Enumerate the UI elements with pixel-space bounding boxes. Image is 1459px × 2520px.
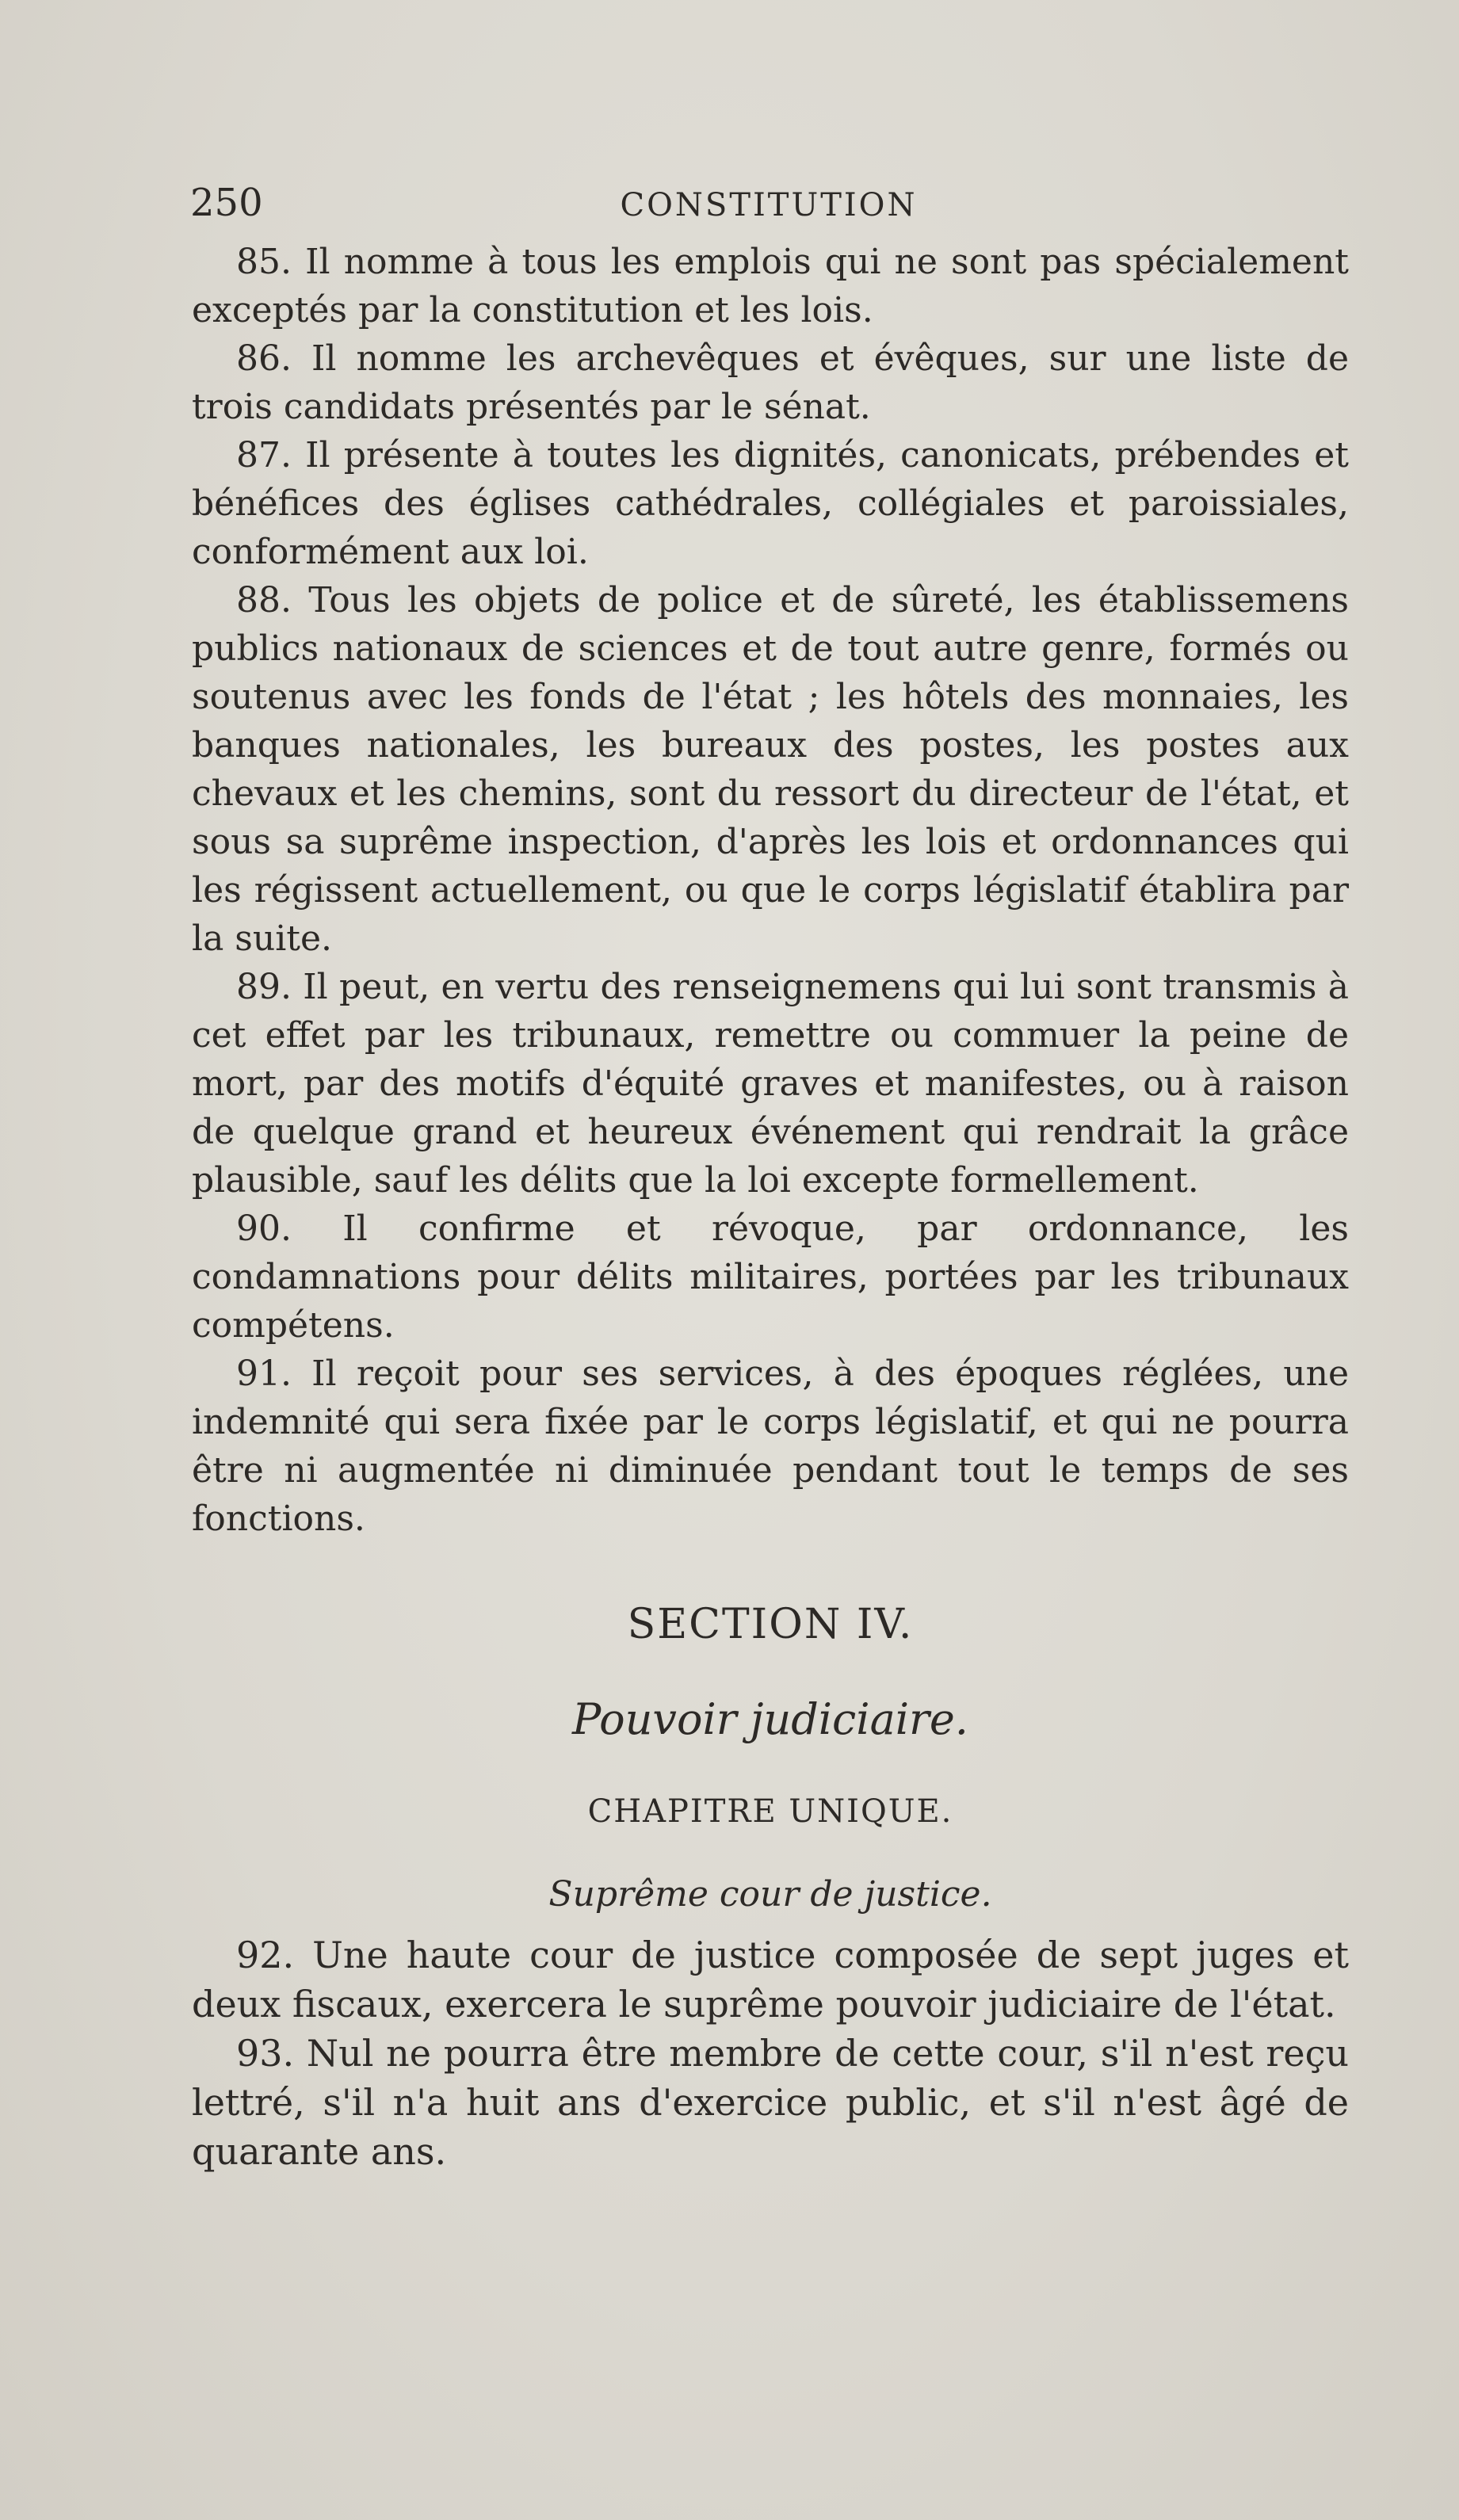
article-88: 88. Tous les objets de police et de sûreté, les établissemens publics nationaux de sciences et de tout autre genre, formés ou soutenus avec les fonds de l'état ; les hôtels des monnaies, les banques nationales, les bureaux des postes, les postes aux chevaux et les chemins, sont du ressort du directeur de l'état, et sous sa suprême inspection, d'après les lois et ordonnances qui les régissent actuellement, ou que le corps législatif établira par la suite. <box>192 580 1349 959</box>
article-89: 89. Il peut, en vertu des renseignemens qui lui sont transmis à cet effet par les tribunaux, remettre ou commuer la peine de mort, par des motifs d'équité graves et manifestes, ou à raison de quelque grand et heureux événement qui rendrait la grâce plausible, sauf les délits que la loi excepte formellement. <box>192 967 1349 1201</box>
article-86: 86. Il nomme les archevêques et évêques, sur une liste de trois candidats présentés par le sénat. <box>192 338 1349 427</box>
articles-85-91 <box>192 238 1349 1543</box>
running-head: CONSTITUTION <box>620 187 918 223</box>
chapter-title: CHAPITRE UNIQUE. <box>587 1793 953 1830</box>
article-87: 87. Il présente à toutes les dignités, canonicats, prébendes et bénéfices des églises cathédrales, collégiales et paroissiales, conformément aux loi. <box>192 435 1349 572</box>
article-92: 92. Une haute cour de justice composée de sept juges et deux fiscaux, exercera le suprême pouvoir judiciaire de l'état. <box>192 1934 1349 2026</box>
power-title: Pouvoir judiciaire. <box>572 1694 968 1744</box>
court-title: Suprême cour de justice. <box>548 1874 992 1915</box>
section-headings <box>192 1601 1349 1915</box>
articles-92-93 <box>192 1930 1349 2176</box>
page-number: 250 <box>190 181 263 225</box>
article-90: 90. Il confirme et révoque, par ordonnance, les condamnations pour délits militaires, portées par les tribunaux compétens. <box>192 1208 1349 1346</box>
article-93: 93. Nul ne pourra être membre de cette cour, s'il n'est reçu lettré, s'il n'a huit ans d'exercice public, et s'il n'est âgé de quarante ans. <box>192 2032 1349 2173</box>
page-header <box>190 181 1347 228</box>
article-85: 85. Il nomme à tous les emplois qui ne sont pas spécialement exceptés par la constitution et les lois. <box>192 242 1349 330</box>
article-91: 91. Il reçoit pour ses services, à des époques réglées, une indemnité qui sera fixée par le corps législatif, et qui ne pourra être ni augmentée ni diminuée pendant tout le temps de ses fonctions. <box>192 1354 1349 1539</box>
section-title: SECTION IV. <box>627 1601 914 1648</box>
